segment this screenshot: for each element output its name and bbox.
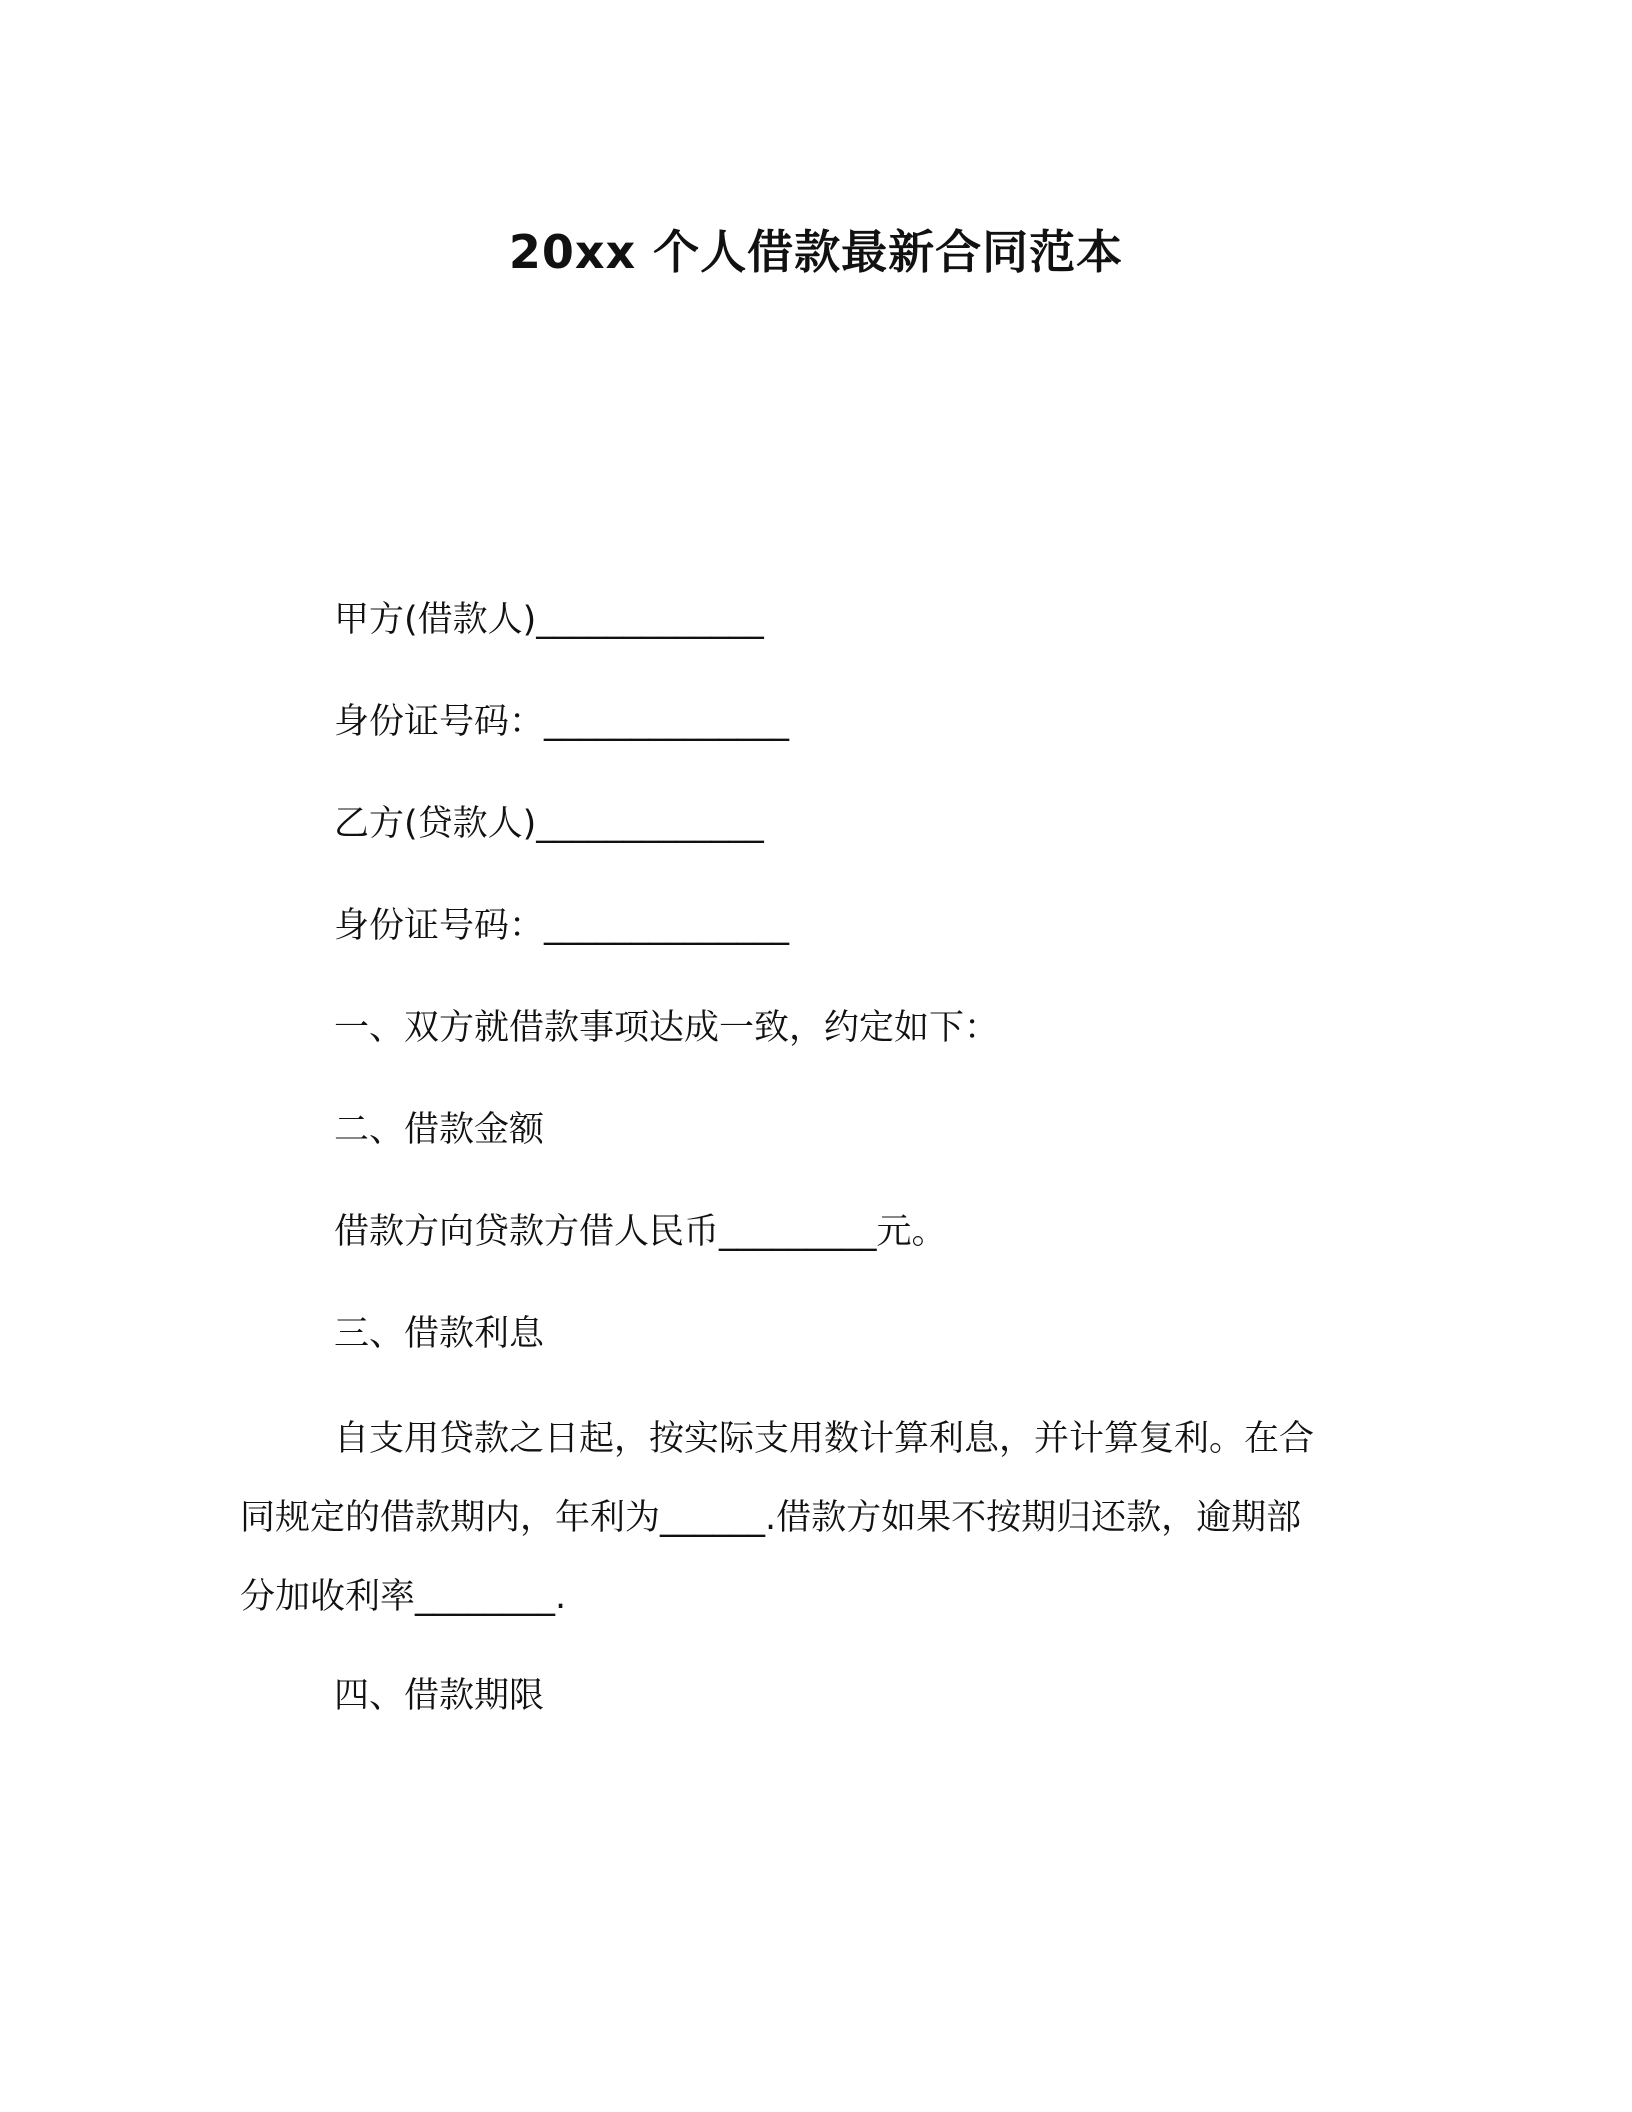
party-a-id-line: 身份证号码：______________ [334, 702, 790, 742]
party-b-line: 乙方(贷款人)_____________ [334, 804, 764, 844]
clause-1-text: 一、双方就借款事项达成一致，约定如下： [334, 1008, 1000, 1048]
clause-2-text: 借款方向贷款方借人民币_________元。 [334, 1212, 947, 1252]
clause-3-paragraph [240, 1400, 1390, 1637]
party-b-id-line: 身份证号码：______________ [334, 906, 790, 946]
clause-3-line-3: 分加收利率________. [240, 1577, 567, 1617]
clause-2-heading: 二、借款金额 [334, 1110, 545, 1150]
document-title: 20xx 个人借款最新合同范本 [508, 225, 1124, 279]
clause-3-line-2: 同规定的借款期内，年利为______.借款方如果不按期归还款，逾期部 [240, 1498, 1302, 1538]
clause-4-heading: 四、借款期限 [334, 1676, 545, 1716]
clause-3-line-1: 自支用贷款之日起，按实际支用数计算利息，并计算复利。在合 [334, 1419, 1315, 1459]
party-a-line: 甲方(借款人)_____________ [334, 600, 764, 640]
clause-3-heading: 三、借款利息 [334, 1314, 545, 1354]
